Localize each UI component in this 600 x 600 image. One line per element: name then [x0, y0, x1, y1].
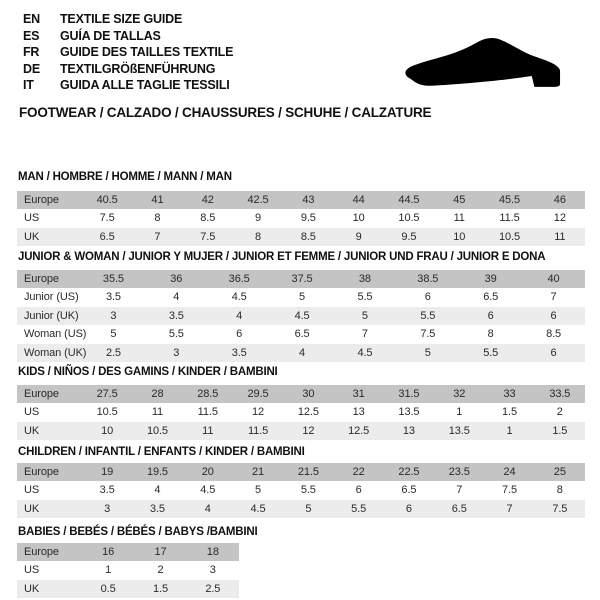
row-label: UK — [24, 502, 40, 515]
row-label: US — [24, 564, 40, 577]
size-cell: 27.5 — [96, 388, 118, 400]
size-cell: 10 — [352, 212, 365, 225]
table-row — [17, 481, 585, 499]
size-cell: 36.5 — [228, 273, 250, 285]
size-cell: 7 — [550, 291, 557, 304]
size-cell: 6 — [487, 309, 494, 322]
section-title-man: MAN / HOMBRE / HOMME / MANN / MAN — [18, 171, 232, 183]
size-cell: 43 — [302, 194, 315, 206]
size-cell: 3.5 — [99, 484, 115, 497]
size-cell: 4.5 — [231, 291, 247, 304]
language-title: GUÍA DE TALLAS — [60, 28, 161, 43]
table-header-row — [17, 270, 585, 288]
language-title: TEXTILE SIZE GUIDE — [60, 12, 183, 26]
size-cell: 42 — [201, 194, 214, 206]
size-cell: 8 — [487, 328, 494, 341]
size-cell: 2 — [157, 564, 164, 577]
size-cell: 18 — [206, 546, 219, 558]
table-row — [17, 403, 585, 421]
table-row — [17, 344, 585, 362]
table-row — [17, 288, 585, 306]
language-title: GUIDE DES TAILLES TEXTILE — [60, 45, 234, 60]
size-cell: 45 — [453, 194, 466, 206]
size-cell: 12.5 — [297, 406, 319, 419]
size-cell: 1.5 — [552, 424, 568, 437]
size-cell: 22.5 — [398, 466, 420, 478]
size-cell: 5.5 — [420, 309, 436, 322]
size-cell: 6 — [550, 346, 557, 359]
language-code: IT — [23, 78, 34, 93]
size-cell: 9.5 — [300, 212, 316, 225]
size-cell: 8.5 — [546, 328, 562, 341]
size-cell: 3 — [110, 309, 117, 322]
size-cell: 11.5 — [499, 212, 520, 225]
size-cell: 1 — [506, 424, 513, 437]
size-table-man — [17, 191, 585, 246]
size-cell: 22 — [352, 466, 365, 478]
size-cell: 21 — [252, 466, 265, 478]
row-label: Woman (US) — [24, 328, 87, 341]
size-cell: 9 — [255, 212, 262, 225]
size-cell: 7 — [456, 484, 463, 497]
size-cell: 6.5 — [294, 328, 310, 341]
size-cell: 19.5 — [146, 466, 168, 478]
size-cell: 40 — [547, 273, 560, 285]
size-cell: 44 — [352, 194, 365, 206]
size-cell: 3 — [173, 346, 180, 359]
size-cell: 7 — [154, 230, 161, 243]
language-row-en — [23, 11, 233, 28]
size-cell: 6 — [355, 484, 362, 497]
row-label: US — [24, 212, 40, 225]
size-cell: 9 — [355, 230, 362, 243]
size-cell: 8 — [255, 230, 262, 243]
size-cell: 7.5 — [99, 212, 115, 225]
size-cell: 3 — [104, 502, 111, 515]
size-cell: 28.5 — [197, 388, 219, 400]
language-code: EN — [23, 12, 40, 26]
size-cell: 20 — [201, 466, 214, 478]
size-cell: 10.5 — [398, 212, 420, 225]
section-title-kids: KIDS / NIÑOS / DES GAMINS / KINDER / BAMBINI — [18, 366, 278, 378]
size-cell: 7.5 — [552, 502, 568, 515]
size-cell: 3.5 — [231, 346, 247, 359]
table-header-row — [17, 385, 585, 403]
size-cell: 39 — [484, 273, 497, 285]
size-cell: 13.5 — [448, 424, 470, 437]
row-label: US — [24, 406, 40, 419]
size-cell: 46 — [553, 194, 566, 206]
language-title: TEXTILGRÖßENFÜHRUNG — [60, 61, 216, 76]
row-label: UK — [24, 582, 40, 595]
size-cell: 36 — [170, 273, 183, 285]
size-cell: 40.5 — [96, 194, 118, 206]
size-cell: 6.5 — [483, 291, 499, 304]
size-cell: 5.5 — [351, 502, 367, 515]
size-cell: 13 — [402, 424, 415, 437]
size-cell: 13.5 — [398, 406, 420, 419]
size-cell: 5.5 — [483, 346, 499, 359]
size-cell: 4.5 — [357, 346, 373, 359]
size-cell: 7 — [361, 328, 368, 341]
size-cell: 42.5 — [247, 194, 269, 206]
size-cell: 4 — [236, 309, 243, 322]
size-cell: 7.5 — [420, 328, 436, 341]
size-cell: 25 — [553, 466, 566, 478]
row-label: UK — [24, 230, 40, 243]
size-cell: 1.5 — [502, 406, 518, 419]
size-cell: 38 — [358, 273, 371, 285]
size-cell: 12 — [553, 212, 566, 225]
size-cell: 3.5 — [105, 291, 121, 304]
language-code: DE — [23, 61, 40, 76]
size-cell: 6.5 — [451, 502, 467, 515]
table-row — [17, 500, 585, 518]
row-label: Woman (UK) — [24, 346, 87, 359]
row-label: US — [24, 484, 40, 497]
size-cell: 8 — [556, 484, 563, 497]
row-label: UK — [24, 424, 40, 437]
size-cell: 7 — [506, 502, 513, 515]
table-row — [17, 561, 239, 579]
size-cell: 0.5 — [100, 582, 116, 595]
size-cell: 38.5 — [417, 273, 439, 285]
size-cell: 5 — [361, 309, 368, 322]
size-cell: 1.5 — [152, 582, 168, 595]
size-cell: 11.5 — [247, 424, 269, 437]
language-code: ES — [23, 28, 40, 43]
table-row — [17, 580, 239, 598]
table-row — [17, 228, 585, 246]
size-cell: 8.5 — [200, 212, 216, 225]
size-cell: 23.5 — [448, 466, 470, 478]
size-cell: 5.5 — [168, 328, 184, 341]
size-table-children — [17, 463, 585, 518]
size-cell: 5.5 — [300, 484, 316, 497]
size-cell: 10.5 — [96, 406, 118, 419]
size-cell: 6 — [550, 309, 557, 322]
size-cell: 33.5 — [549, 388, 571, 400]
size-cell: 10 — [101, 424, 114, 437]
size-cell: 2.5 — [205, 582, 221, 595]
size-cell: 45.5 — [499, 194, 521, 206]
row-label: Junior (US) — [24, 291, 79, 304]
size-cell: 6 — [405, 502, 412, 515]
size-cell: 31 — [352, 388, 365, 400]
size-cell: 2.5 — [105, 346, 121, 359]
size-cell: 5 — [305, 502, 312, 515]
size-cell: 11.5 — [197, 406, 218, 419]
language-row-es — [23, 28, 233, 45]
table-row — [17, 209, 585, 227]
size-cell: 12 — [252, 406, 265, 419]
table-row — [17, 422, 585, 440]
size-cell: 3 — [209, 564, 216, 577]
size-cell: 31.5 — [398, 388, 420, 400]
language-row-de — [23, 61, 233, 78]
size-cell: 3.5 — [149, 502, 165, 515]
size-cell: 5 — [255, 484, 262, 497]
size-cell: 12 — [302, 424, 315, 437]
size-cell: 28 — [151, 388, 164, 400]
size-cell: 6 — [236, 328, 243, 341]
size-cell: 13 — [352, 406, 365, 419]
size-cell: 10.5 — [499, 230, 521, 243]
size-cell: 6.5 — [99, 230, 115, 243]
table-header-row — [17, 543, 239, 561]
size-cell: 6.5 — [401, 484, 417, 497]
size-cell: 5 — [424, 346, 431, 359]
size-cell: 10.5 — [146, 424, 168, 437]
table-header-row — [17, 191, 585, 209]
size-cell: 41 — [151, 194, 164, 206]
size-cell: 33 — [503, 388, 516, 400]
size-cell: 44.5 — [398, 194, 420, 206]
size-cell: 4 — [204, 502, 211, 515]
size-cell: 4.5 — [200, 484, 216, 497]
size-table-junior-woman — [17, 270, 585, 362]
size-cell: 17 — [154, 546, 167, 558]
size-cell: 7.5 — [200, 230, 216, 243]
dress-shoe-icon — [400, 33, 568, 94]
size-cell: 29.5 — [247, 388, 269, 400]
section-title-junior-woman: JUNIOR & WOMAN / JUNIOR Y MUJER / JUNIOR ET FEMME / JUNIOR UND FRAU / JUNIOR E DONA — [18, 251, 546, 263]
size-cell: 4.5 — [250, 502, 266, 515]
size-cell: 5.5 — [357, 291, 373, 304]
language-row-fr — [23, 44, 233, 61]
size-table-kids — [17, 385, 585, 440]
size-cell: 11 — [554, 230, 566, 243]
category-heading: FOOTWEAR / CALZADO / CHAUSSURES / SCHUHE / CALZATURE — [19, 105, 432, 120]
size-cell: 11 — [453, 212, 465, 225]
size-cell: 19 — [101, 466, 114, 478]
language-legend — [23, 11, 233, 94]
size-cell: 7.5 — [502, 484, 518, 497]
size-cell: 1 — [456, 406, 463, 419]
size-cell: 12.5 — [348, 424, 370, 437]
language-row-it — [23, 77, 233, 94]
table-row — [17, 307, 585, 325]
section-title-babies: BABIES / BEBÉS / BÉBÉS / BABYS /BAMBINI — [18, 526, 258, 538]
language-title: GUIDA ALLE TAGLIE TESSILI — [60, 78, 230, 93]
row-label: Europe — [24, 466, 59, 478]
size-cell: 6 — [424, 291, 431, 304]
size-cell: 8.5 — [300, 230, 316, 243]
size-cell: 35.5 — [102, 273, 124, 285]
size-cell: 8 — [154, 212, 161, 225]
table-row — [17, 325, 585, 343]
size-table-babies — [17, 543, 239, 598]
size-cell: 4 — [299, 346, 306, 359]
size-cell: 4 — [154, 484, 161, 497]
size-cell: 10 — [453, 230, 466, 243]
size-cell: 5 — [299, 291, 306, 304]
size-cell: 30 — [302, 388, 315, 400]
row-label: Europe — [24, 388, 59, 400]
size-cell: 9.5 — [401, 230, 417, 243]
size-cell: 32 — [453, 388, 466, 400]
size-cell: 5 — [110, 328, 117, 341]
table-header-row — [17, 463, 585, 481]
size-cell: 4.5 — [294, 309, 310, 322]
size-cell: 1 — [105, 564, 112, 577]
size-cell: 21.5 — [297, 466, 319, 478]
size-cell: 11 — [151, 406, 164, 419]
row-label: Junior (UK) — [24, 309, 79, 322]
size-cell: 3.5 — [168, 309, 184, 322]
size-cell: 2 — [556, 406, 563, 419]
section-title-children: CHILDREN / INFANTIL / ENFANTS / KINDER / BAMBINI — [18, 446, 305, 458]
size-cell: 37.5 — [291, 273, 313, 285]
size-cell: 24 — [503, 466, 516, 478]
row-label: Europe — [24, 194, 59, 206]
row-label: Europe — [24, 546, 59, 558]
size-cell: 16 — [102, 546, 115, 558]
size-cell: 11 — [202, 424, 214, 437]
language-code: FR — [23, 45, 40, 60]
row-label: Europe — [24, 273, 59, 285]
size-cell: 4 — [173, 291, 180, 304]
